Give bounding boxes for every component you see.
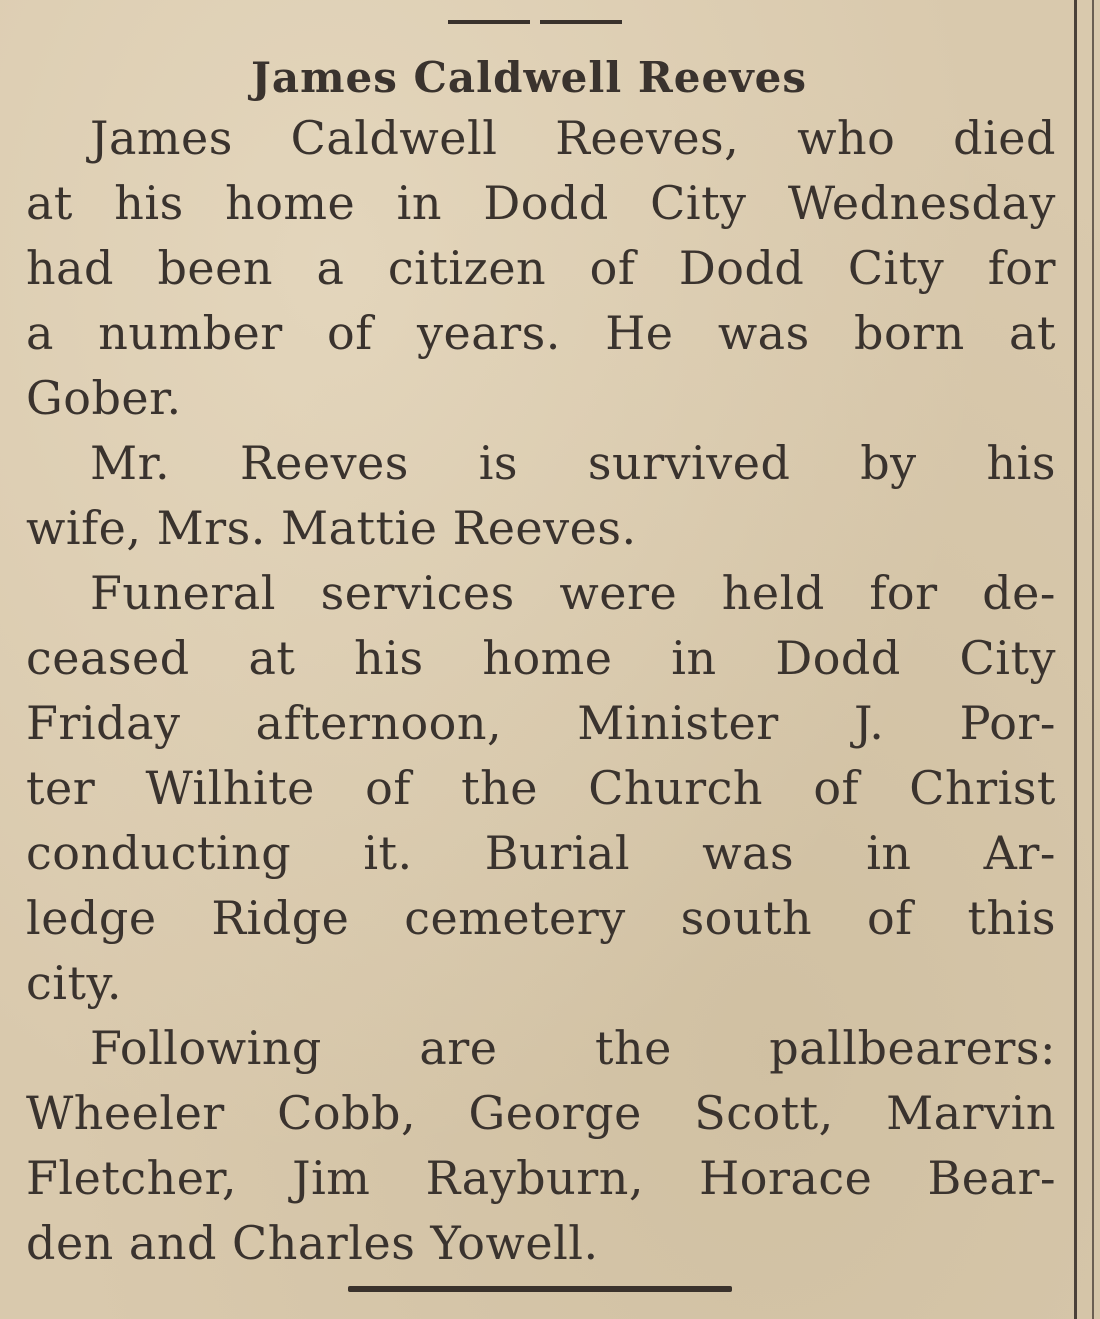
word: had — [26, 241, 114, 295]
body-line — [26, 691, 1056, 756]
word: Ar- — [983, 826, 1056, 880]
body-line: den and Charles Yowell. — [26, 1216, 599, 1270]
word: for — [869, 566, 938, 620]
word: died — [953, 111, 1056, 165]
word: was — [702, 826, 795, 880]
top-rule-right — [540, 20, 622, 24]
word: Funeral — [90, 566, 277, 620]
word: of — [813, 761, 860, 815]
word: Dodd — [678, 241, 805, 295]
word: held — [721, 566, 825, 620]
body-line — [26, 171, 1056, 236]
body-line — [26, 821, 1056, 886]
word: were — [559, 566, 678, 620]
word: Minister — [577, 696, 779, 750]
word: Jim — [292, 1151, 371, 1205]
word: of — [365, 761, 411, 815]
bottom-rule — [348, 1286, 732, 1292]
word: ledge — [26, 891, 157, 945]
word: by — [860, 436, 917, 490]
body-line — [26, 1081, 1056, 1146]
word: his — [114, 176, 184, 230]
word: at — [248, 631, 296, 685]
word: are — [419, 1021, 498, 1075]
word: Bear- — [927, 1151, 1056, 1205]
word: J. — [853, 696, 885, 750]
word: City — [650, 176, 747, 230]
word: James — [90, 111, 233, 165]
word: it. — [363, 826, 413, 880]
word: home — [225, 176, 356, 230]
body-line — [26, 301, 1056, 366]
word: cemetery — [404, 891, 626, 945]
word: in — [866, 826, 912, 880]
word: Church — [588, 761, 764, 815]
word: services — [320, 566, 515, 620]
word: of — [589, 241, 636, 295]
word: his — [986, 436, 1056, 490]
body-line — [26, 886, 1056, 951]
body-line — [26, 106, 1056, 171]
body-line — [26, 756, 1056, 821]
word: Ridge — [211, 891, 350, 945]
body-line — [26, 561, 1056, 626]
word: born — [854, 306, 965, 360]
top-rule-left — [448, 20, 530, 24]
body-line — [26, 1016, 1056, 1081]
word: number — [98, 306, 283, 360]
word: Friday — [26, 696, 181, 750]
word: Rayburn, — [425, 1151, 644, 1205]
word: home — [482, 631, 613, 685]
word: Wilhite — [145, 761, 315, 815]
word: Fletcher, — [26, 1151, 238, 1205]
word: de- — [982, 566, 1056, 620]
word: of — [866, 891, 913, 945]
word: afternoon, — [255, 696, 503, 750]
word: survived — [587, 436, 791, 490]
column-rule — [1074, 0, 1077, 1319]
word: south — [680, 891, 813, 945]
word: this — [967, 891, 1056, 945]
word: Burial — [484, 826, 631, 880]
word: years. — [417, 306, 561, 360]
word: Wednesday — [787, 176, 1056, 230]
word: been — [157, 241, 274, 295]
word: Horace — [699, 1151, 873, 1205]
word: Caldwell — [290, 111, 498, 165]
word: Following — [90, 1021, 322, 1075]
word: Cobb, — [277, 1086, 417, 1140]
word: a — [26, 306, 54, 360]
word: Marvin — [886, 1086, 1056, 1140]
word: Mr. — [90, 436, 171, 490]
body-line — [26, 236, 1056, 301]
word: Wheeler — [26, 1086, 225, 1140]
word: in — [396, 176, 442, 230]
word: at — [26, 176, 73, 230]
word: in — [671, 631, 717, 685]
word: pallbearers: — [769, 1021, 1056, 1075]
article-body — [26, 106, 1056, 1276]
word: for — [987, 241, 1056, 295]
word: Dodd — [483, 176, 609, 230]
word: his — [354, 631, 424, 685]
word: the — [594, 1021, 672, 1075]
obituary-article — [26, 50, 1056, 1276]
word: City — [847, 241, 945, 295]
word: citizen — [387, 241, 547, 295]
word: City — [959, 631, 1056, 685]
word: Reeves, — [555, 111, 740, 165]
word: who — [797, 111, 896, 165]
word: Reeves — [239, 436, 409, 490]
body-line: wife, Mrs. Mattie Reeves. — [26, 501, 637, 555]
word: the — [461, 761, 538, 815]
word: Dodd — [775, 631, 901, 685]
headline: James Caldwell Reeves — [250, 53, 807, 102]
word: Scott, — [694, 1086, 834, 1140]
body-line — [26, 431, 1056, 496]
word: was — [717, 306, 810, 360]
word: ter — [26, 761, 96, 815]
body-line — [26, 1146, 1056, 1211]
body-line: Gober. — [26, 371, 182, 425]
word: Por- — [959, 696, 1056, 750]
body-line — [26, 626, 1056, 691]
word: of — [327, 306, 373, 360]
word: He — [605, 306, 674, 360]
word: George — [468, 1086, 642, 1140]
word: Christ — [909, 761, 1056, 815]
word: at — [1009, 306, 1056, 360]
word: a — [316, 241, 345, 295]
word: conducting — [26, 826, 292, 880]
body-line: city. — [26, 956, 122, 1010]
word: ceased — [26, 631, 190, 685]
word: is — [478, 436, 519, 490]
column-edge-rule — [1092, 0, 1094, 1319]
